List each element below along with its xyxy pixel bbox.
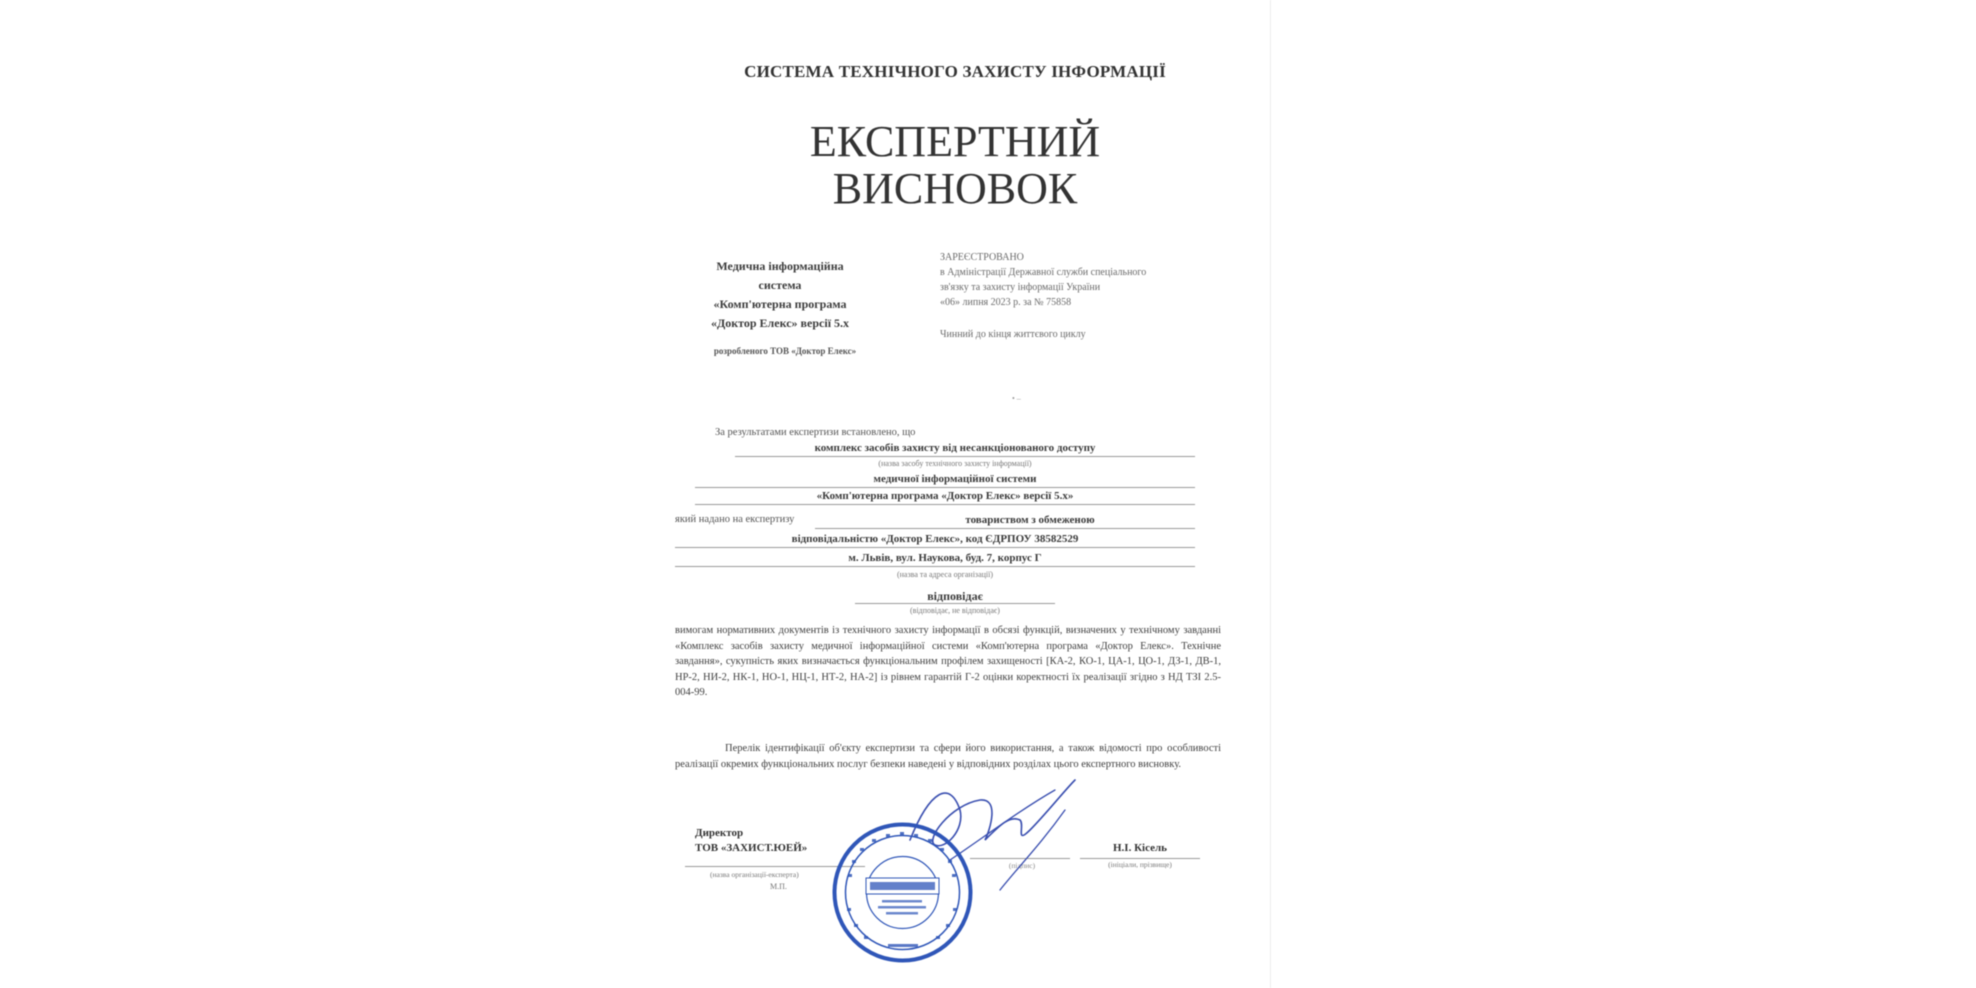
signatory-name: Н.І. Кісель xyxy=(1112,842,1167,854)
organization-caption: (назва організації-експерта) xyxy=(710,870,799,879)
subject-line: медичної інформаційної системи xyxy=(873,473,1037,485)
registration-block xyxy=(940,250,1240,310)
name-caption: (ініціали, прізвище) xyxy=(1108,860,1172,869)
product-line: «Доктор Елекс» версії 5.х xyxy=(710,316,850,330)
scope-paragraph: Перелік ідентифікації об'єкту експертизи та сфери його використання, а також відомості про особливості реалізації окремих функціональних послуг безпеки наведені у відповідних розділах цього експертного висновку. xyxy=(675,743,1221,770)
verdict-value: відповідає xyxy=(927,589,983,603)
submitted-label: який надано на експертизу xyxy=(675,514,795,525)
registration-line: «06» липня 2023 р. за № 75858 xyxy=(940,297,1072,308)
official-stamp xyxy=(830,820,975,965)
fill-in-rule xyxy=(855,603,1055,604)
seal-place-mark: М.П. xyxy=(770,882,787,891)
product-name-block xyxy=(680,257,880,333)
submitter-caption: (назва та адреса організації) xyxy=(896,570,994,579)
product-line: система xyxy=(758,278,802,292)
registration-validity-note: Чинний до кінця життєвого циклу xyxy=(940,329,1086,340)
system-title: СИСТЕМА ТЕХНІЧНОГО ЗАХИСТУ ІНФОРМАЦІЇ xyxy=(744,62,1166,81)
document-page xyxy=(640,0,1271,988)
signature-caption: (підпис) xyxy=(1008,861,1036,870)
verdict-caption: (відповідає, не відповідає) xyxy=(910,606,1000,615)
submitter-line: м. Львів, вул. Наукова, буд. 7, корпус Г xyxy=(848,552,1042,564)
fill-in-rule xyxy=(695,487,1195,488)
product-line: Медична інформаційна xyxy=(716,259,844,273)
separator-mark: • – xyxy=(1012,394,1021,403)
registration-line: ЗАРЕЄСТРОВАНО xyxy=(940,252,1024,263)
product-developer: розробленого ТОВ «Доктор Елекс» xyxy=(713,346,857,356)
subject-line: комплекс засобів захисту від несанкціонованого доступу xyxy=(814,442,1096,454)
signature-rule xyxy=(1080,858,1200,859)
signatory-role-line: ТОВ «ЗАХИСТ.ЮЕЙ» xyxy=(695,842,808,854)
fill-in-rule xyxy=(815,528,1195,529)
subject-line: «Комп'ютерна програма «Доктор Елекс» версії 5.х» xyxy=(816,490,1074,502)
intro-text: За результатами експертизи встановлено, що xyxy=(715,427,916,438)
conclusion-paragraph: вимогам нормативних документів із технічного захисту інформації в обсязі функцій, визначених у технічному завданні «Комплекс засобів захисту медичної інформаційної системи «Комп'ютерна програма «Доктор Елекс». Технічне завдання», сукупність яких визначається функціональним профілем захищеності [КА-2, КО-1, ЦА-1, ЦО-1, ДЗ-1, ДВ-1, НР-2, НИ-2, НК-1, НО-1, НЦ-1, НТ-2, НА-2] із рівнем гарантій Г-2 оцінки коректності їх реалізації згідно з НД ТЗІ 2.5-004-99. xyxy=(675,625,1221,698)
product-line: «Комп'ютерна програма xyxy=(713,297,847,311)
subject-caption: (назва засобу технічного захисту інформації) xyxy=(878,459,1032,468)
registration-line: зв'язку та захисту інформації України xyxy=(940,282,1101,293)
document-title xyxy=(640,118,1270,212)
submitter-line: відповідальністю «Доктор Елекс», код ЄДРПОУ 38582529 xyxy=(791,533,1079,545)
submitter-line: товариством з обмеженою xyxy=(965,514,1095,526)
fill-in-rule xyxy=(675,547,1195,548)
document-title-line2: ВИСНОВОК xyxy=(832,164,1078,213)
signatory-role-line: Директор xyxy=(695,827,744,839)
fill-in-rule xyxy=(675,566,1195,567)
fill-in-rule xyxy=(735,456,1195,457)
registration-line: в Адміністрації Державної служби спеціального xyxy=(940,267,1147,278)
fill-in-rule xyxy=(695,504,1195,505)
document-title-line1: ЕКСПЕРТНИЙ xyxy=(809,117,1101,166)
